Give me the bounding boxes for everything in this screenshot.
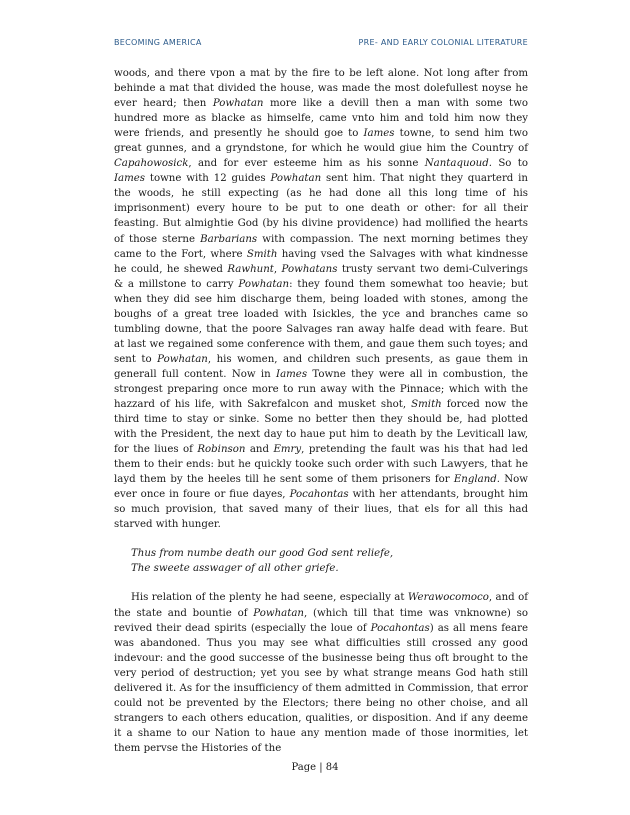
page-footer (0, 762, 630, 773)
verse-line-1: Thus from numbe death our good God sent reliefe, (131, 548, 394, 560)
running-header (114, 38, 528, 47)
italic-run: Powhatan (253, 607, 304, 619)
text-run: trusty servant two demi-Culverings & a millstone to carry (114, 263, 529, 290)
text-run: , his women, and children such presents, as gaue them in generall full content. Now in (114, 353, 529, 380)
text-run: towne, to send him two great gunnes, and a gryndstone, for which he would giue him the Country of (114, 128, 528, 155)
italic-run: Werawocomoco (407, 592, 489, 604)
text-run: more like a devill then a man with some two hundred more as blacke as himselfe, came vnto him and told him now they were friends, and presently he should goe to (114, 98, 528, 140)
italic-run: Smith (246, 248, 278, 260)
header-section-title: PRE- AND EARLY COLONIAL LITERATURE (358, 38, 528, 47)
italic-run: Powhatan (212, 98, 264, 110)
italic-run: Capahowosick (114, 158, 189, 170)
italic-run: England (453, 474, 497, 486)
italic-run: Powhatan (238, 278, 290, 290)
verse-couplet (131, 546, 528, 576)
italic-run: Iames (114, 173, 146, 185)
italic-run: Smith (411, 399, 442, 411)
text-run: , and of the state and bountie of (114, 592, 529, 619)
paragraph-1 (114, 66, 528, 532)
text-run: : they found them somewhat too heavie; but when they did see him discharge them, being loaded with stones, among the boughs of a great tree loaded with Isickles, the yce and branches came so tumbling downe, that the poore Salvages ran away halfe dead with feare. But at last we regained some conference with them, and gaue them such toyes; and sent to (114, 278, 528, 365)
text-run: with her attendants, brought him so much provision, that saved many of their liues, that els for all this had starved with hunger. (114, 489, 528, 531)
text-run: Towne they were all in combustion, the strongest preparing once more to run away with the Pinnace; which with the hazzard of his life, with Sakrefalcon and musket shot, (114, 368, 528, 411)
text-run: His relation of the plenty he had seene, especially at (131, 592, 408, 604)
text-run: , pretending the fault was his that had led them to their ends: but he quickly tooke such order with such Lawyers, that he layd them by the heeles till he sent some of them prisoners for (114, 444, 528, 486)
italic-run: Nantaquoud (424, 158, 489, 170)
text-run: , and for ever esteeme him as his sonne (188, 158, 425, 170)
text-run: . So to (488, 158, 529, 170)
page-body (114, 66, 528, 756)
text-run: towne with 12 guides (145, 173, 271, 185)
header-book-title: BECOMING AMERICA (114, 38, 202, 47)
italic-run: Iames (363, 128, 395, 140)
page-number: Page | 84 (291, 762, 339, 773)
italic-run: Rawhunt (227, 263, 274, 275)
text-run: and (245, 444, 274, 456)
verse-line-2: The sweete asswager of all other griefe. (131, 563, 339, 575)
text-run: forced now the third time to stay or sinke. Some no better then they should be, had plotted with the President, the next day to haue put him to death by the Leviticall law, for the liues of (114, 399, 528, 456)
italic-run: Barbarians (200, 233, 258, 245)
paragraph-2 (114, 590, 528, 756)
italic-run: Powhatans (281, 263, 338, 275)
text-run: ) as all mens feare was abandoned. Thus you may see what difficulties still crossed any good indevour: and the good successe of the businesse being thus oft brought to the very period of destruction; yet you see by what strange means God hath still delivered it. As for the insufficiency of them admitted in Commission, that error could not be prevented by the Electors; there being no other choise, and all strangers to each others education, qualities, or disposition. And if any deeme it a shame to our Nation to haue any mention made of those inormities, let them pervse the Histories of the (114, 622, 528, 754)
text-run: woods, and there vpon a mat by the fire to be left alone. Not long after from behinde a mat that divided the house, was made the most dolefullest noyse he ever heard; then (114, 68, 528, 110)
italic-run: Robinson (197, 444, 246, 456)
text-run: , (which till that time was vnknowne) so revived their dead spirits (especially the loue of (114, 607, 528, 634)
italic-run: Powhatan (157, 353, 208, 365)
text-run: having vsed the Salvages with what kindnesse he could, he shewed (114, 248, 528, 275)
italic-run: Pocahontas (370, 622, 430, 634)
text-run: sent him. That night they quarterd in the woods, he still expecting (as he had done all this long time of his imprisonment) every houre to be put to one death or other: for all their feasting. But almightie God (by his divine providence) had mollified the hearts of those sterne (114, 173, 528, 245)
text-run: with compassion. The next morning betimes they came to the Fort, where (114, 233, 528, 260)
text-run: . Now ever once in foure or fiue dayes, (114, 474, 528, 501)
text-run: , (273, 263, 282, 275)
italic-run: Emry (273, 444, 302, 456)
italic-run: Iames (276, 368, 308, 380)
italic-run: Pocahontas (289, 489, 349, 501)
italic-run: Powhatan (270, 173, 322, 185)
